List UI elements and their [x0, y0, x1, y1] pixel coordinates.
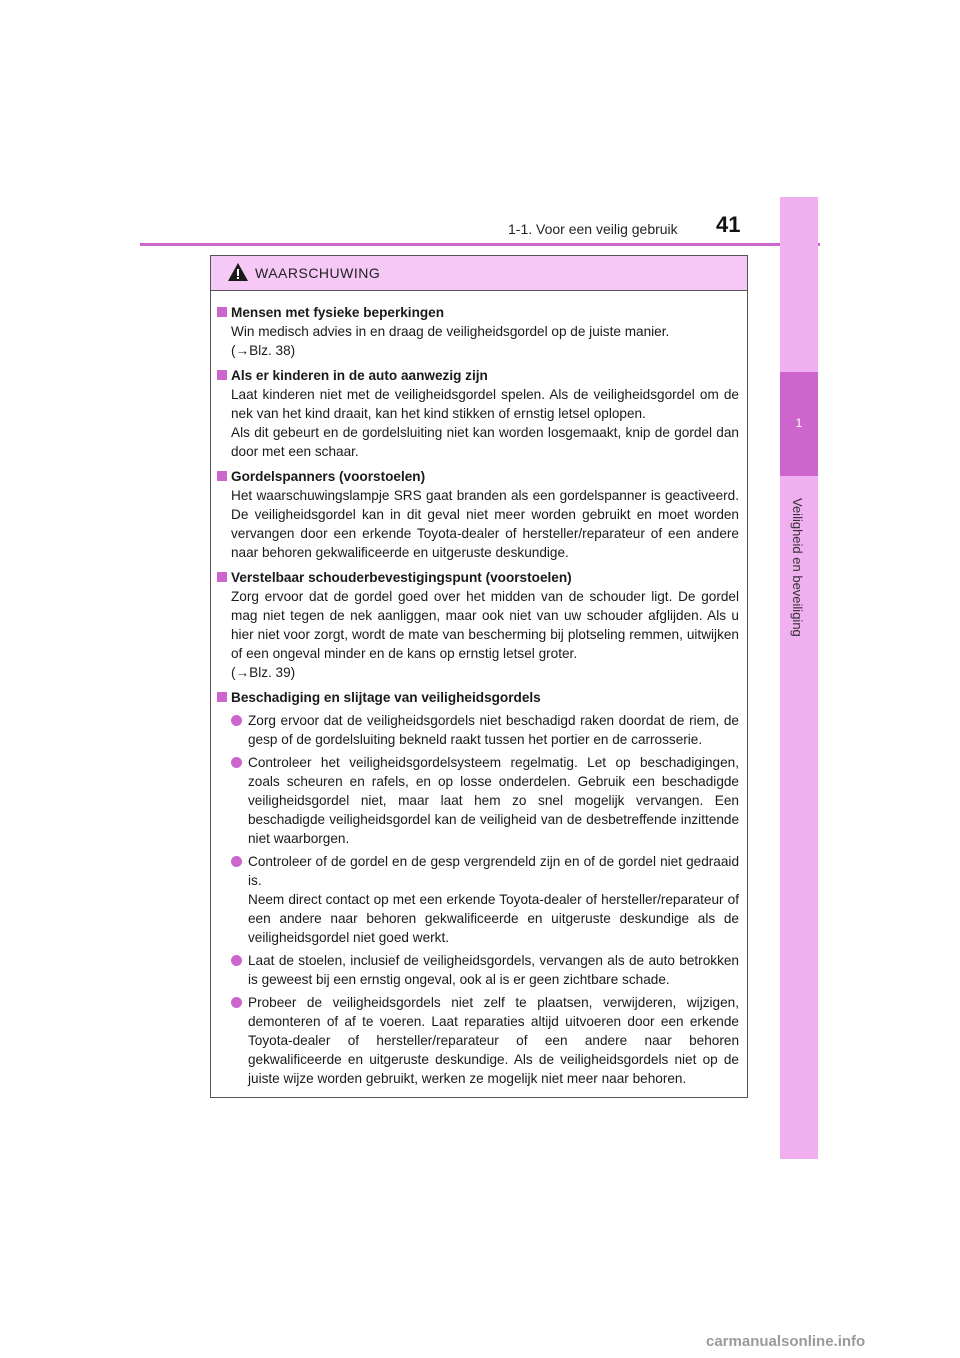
- list-item: [217, 951, 741, 989]
- list-item: [217, 753, 741, 848]
- bullet-dot-icon: [231, 757, 242, 768]
- section-children: [217, 366, 741, 461]
- bullet-text: Zorg ervoor dat de veiligheidsgordels niet beschadigd raken doordat de riem, de gesp of de gordelsluiting bekneld raakt tussen het portier en de carrosserie.: [248, 713, 739, 747]
- page-number: 41: [716, 212, 741, 237]
- list-item: [217, 711, 741, 749]
- section-heading: Beschadiging en slijtage van veiligheidsgordels: [231, 690, 541, 705]
- section-heading: Mensen met fysieke beperkingen: [231, 305, 445, 320]
- page-reference: (→Blz. 39): [231, 665, 296, 680]
- list-item: [217, 993, 741, 1088]
- section-shoulder-anchor: [217, 568, 741, 682]
- paragraph-line: Het waarschuwingslampje SRS gaat branden als een gordelspanner is geactiveerd. De veiligheidsgordel kan in dit geval niet meer worden gebruikt en moet worden vervangen door een erkende Toyota-dealer of hersteller/reparateur of een andere naar behoren gekwalificeerde en uitgeruste deskundige.: [231, 488, 739, 560]
- section-square-icon: [217, 572, 227, 582]
- section-damage: [217, 688, 741, 1088]
- paragraph-line: Win medisch advies in en draag de veiligheidsgordel op de juiste manier.: [231, 324, 670, 339]
- section-square-icon: [217, 471, 227, 481]
- warning-header: [211, 256, 747, 291]
- bullet-dot-icon: [231, 955, 242, 966]
- bullet-dot-icon: [231, 997, 242, 1008]
- bullet-text: Laat de stoelen, inclusief de veiligheidsgordels, vervangen als de auto betrokken is geweest bij een ernstig ongeval, ook al is er geen zichtbare schade.: [248, 953, 739, 987]
- section-heading: Gordelspanners (voorstoelen): [231, 469, 426, 484]
- section-pretensioners: [217, 467, 741, 562]
- paragraph-line: Zorg ervoor dat de gordel goed over het midden van de schouder ligt. De gordel mag niet tegen de nek aanliggen, maar ook niet van uw schouder afglijden. Als u hier niet voor zorgt, wordt de mate van bescherming bij plotseling remmen, uitwijken of een ongeval minder en de kans op ernstig letsel groter.: [231, 589, 739, 661]
- section-square-icon: [217, 692, 227, 702]
- section-heading: Verstelbaar schouderbevestigingspunt (voorstoelen): [231, 570, 572, 585]
- warning-box: [210, 255, 748, 1098]
- chapter-title: Veiligheid en beveiliging: [790, 498, 805, 637]
- bullet-text: Probeer de veiligheidsgordels niet zelf te plaatsen, verwijderen, wijzigen, demonteren of af te voeren. Laat reparaties altijd uitvoeren door een erkende Toyota-dealer of hersteller/reparateur of een andere naar behoren gekwalificeerde en uitgeruste deskundige. Als de veiligheidsgordels niet op de juiste wijze worden gebruikt, werken ze mogelijk niet meer naar behoren.: [248, 995, 739, 1086]
- watermark: carmanualsonline.info: [706, 1333, 866, 1350]
- warning-title: WAARSCHUWING: [255, 265, 381, 281]
- list-item: [217, 852, 741, 947]
- section-square-icon: [217, 307, 227, 317]
- section-heading: Als er kinderen in de auto aanwezig zijn: [231, 368, 488, 383]
- chapter-side-tab: [780, 197, 818, 1159]
- bullet-dot-icon: [231, 715, 242, 726]
- section-physical-limitations: [217, 303, 741, 360]
- bullet-text: Controleer het veiligheidsgordelsysteem regelmatig. Let op beschadigingen, zoals scheuren en rafels, en op losse onderdelen. Gebruik een beschadigde veiligheidsgordel niet, maar laat hem zo snel mogelijk vervangen. Een beschadigde veiligheidsgordel kan de veiligheid van de desbetreffende inzittende niet waarborgen.: [248, 755, 739, 846]
- bullet-dot-icon: [231, 856, 242, 867]
- chapter-number: 1: [795, 416, 803, 430]
- section-square-icon: [217, 370, 227, 380]
- paragraph-line: Laat kinderen niet met de veiligheidsgordel spelen. Als de veiligheidsgordel om de nek van het kind draait, kan het kind stikken of ernstig letsel oplopen.: [231, 387, 739, 421]
- paragraph-line: Als dit gebeurt en de gordelsluiting niet kan worden losgemaakt, knip de gordel dan door met een schaar.: [231, 425, 739, 459]
- warning-triangle-icon: [227, 262, 249, 282]
- section-title: 1-1. Voor een veilig gebruik: [508, 221, 678, 237]
- warning-body: [211, 291, 747, 1088]
- page-reference: (→Blz. 38): [231, 343, 296, 358]
- bullet-text: Neem direct contact op met een erkende Toyota-dealer of hersteller/reparateur of een andere naar behoren gekwalificeerde en uitgeruste deskundige als de veiligheidsgordel niet goed werkt.: [248, 892, 739, 945]
- bullet-text: Controleer of de gordel en de gesp vergrendeld zijn en of de gordel niet gedraaid is.: [248, 854, 739, 888]
- header-rule: [140, 243, 820, 246]
